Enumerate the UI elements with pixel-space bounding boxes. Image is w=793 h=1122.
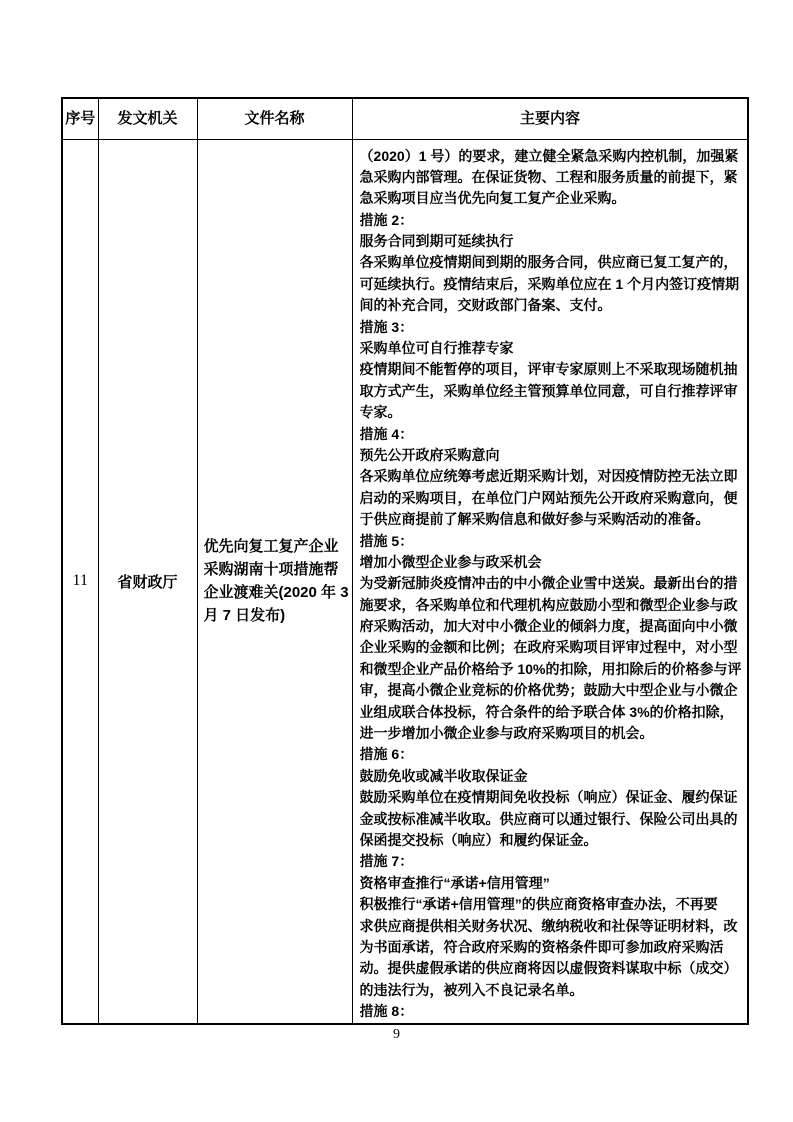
table-row (62, 139, 748, 1024)
main-content (360, 146, 742, 1023)
content-line: 企业采购的金额和比例；在政府采购项目评审过程中，对小型 (359, 639, 738, 656)
document-name-line: 月 7 日发布) (203, 607, 286, 624)
header-doc-name: 文件名称 (197, 98, 352, 139)
issuing-agency: 省财政厅 (98, 139, 197, 1024)
content-line: 于供应商提前了解采购信息和做好参与采购活动的准备。 (359, 511, 710, 528)
content-line: 金或按标准减半收取。供应商可以通过银行、保险公司出具的 (359, 810, 738, 827)
measures-table (61, 97, 749, 1025)
table-header-row (62, 98, 748, 139)
content-line: 积极推行“承诺+信用管理”的供应商资格审查办法，不再要 (359, 896, 718, 913)
content-line: 增加小微型企业参与政采机会 (359, 553, 542, 570)
main-content-cell (352, 139, 748, 1024)
header-seq: 序号 (62, 98, 98, 139)
content-line: 预先公开政府采购意向 (359, 446, 500, 463)
document-name-cell (197, 139, 352, 1024)
content-line: 动。提供虚假承诺的供应商将因以虚假资料谋取中标（成交） (359, 960, 738, 977)
content-line: 各采购单位应统筹考虑近期采购计划，对因疫情防控无法立即 (359, 468, 738, 485)
content-line: 疫情期间不能暂停的项目，评审专家原则上不采取现场随机抽 (359, 361, 738, 378)
content-line: 施要求，各采购单位和代理机构应鼓励小型和微型企业参与政 (359, 596, 738, 613)
content-line: 鼓励免收或减半收取保证金 (359, 767, 528, 784)
content-line: 和微型企业产品价格给予 10%的扣除，用扣除后的价格参与评 (359, 660, 742, 677)
content-line: 急采购项目应当优先向复工复产企业采购。 (359, 190, 626, 207)
header-main-content: 主要内容 (352, 98, 748, 139)
document-name-line: 采购湖南十项措施帮 (203, 561, 339, 578)
content-line: 措施 5： (359, 532, 414, 549)
content-line: 鼓励采购单位在疫情期间免收投标（响应）保证金、履约保证 (359, 789, 738, 806)
content-line: 为书面承诺，符合政府采购的资格条件即可参加政府采购活 (359, 938, 724, 955)
content-line: 措施 2： (359, 211, 414, 228)
content-line: 进一步增加小微企业参与政府采购项目的机会。 (359, 725, 654, 742)
content-line: 措施 8： (359, 1003, 414, 1020)
content-line: 可延续执行。疫情结束后，采购单位应在 1 个月内签订疫情期 (359, 275, 740, 292)
document-name (204, 535, 349, 627)
content-line: 间的补充合同，交财政部门备案、支付。 (359, 297, 612, 314)
document-name-line: 优先向复工复产企业 (203, 538, 339, 555)
content-line: 措施 7： (359, 853, 414, 870)
page-number: 9 (393, 1027, 400, 1042)
content-line: 保函提交投标（响应）和履约保证金。 (359, 832, 598, 848)
content-line: 府采购活动，加大对中小微企业的倾斜力度，提高面向中小微 (359, 618, 738, 635)
content-line: 各采购单位疫情期间到期的服务合同，供应商已复工复产的， (359, 254, 738, 271)
content-line: 专家。 (359, 404, 402, 421)
content-line: 为受新冠肺炎疫情冲击的中小微企业雪中送炭。最新出台的措 (359, 575, 738, 592)
content-line: 的违法行为，被列入不良记录名单。 (359, 981, 584, 998)
document-name-line: 企业渡难关(2020 年 3 (203, 584, 349, 601)
content-line: 求供应商提供相关财务状况、缴纳税收和社保等证明材料，改 (359, 917, 738, 934)
header-agency: 发文机关 (98, 98, 197, 139)
content-line: 急采购内部管理。在保证货物、工程和服务质量的前提下，紧 (359, 168, 738, 185)
content-line: 服务合同到期可延续执行 (359, 233, 514, 250)
seq-number: 11 (62, 139, 98, 1024)
content-line: 业组成联合体投标，符合条件的给予联合体 3%的价格扣除， (359, 703, 734, 720)
content-line: 措施 3： (359, 318, 414, 335)
content-line: 措施 4： (359, 425, 414, 442)
content-line: 取方式产生，采购单位经主管预算单位同意，可自行推荐评审 (359, 382, 738, 399)
content-line: 措施 6： (359, 746, 414, 763)
content-line: 资格审查推行“承诺+信用管理” (359, 874, 550, 891)
content-line: 启动的采购项目，在单位门户网站预先公开政府采购意向，便 (359, 489, 738, 506)
content-line: 审，提高小微企业竞标的价格优势；鼓励大中型企业与小微企 (359, 682, 738, 699)
content-line: 采购单位可自行推荐专家 (359, 340, 514, 357)
content-line: （2020）1 号）的要求，建立健全紧急采购内控机制，加强紧 (359, 147, 739, 164)
